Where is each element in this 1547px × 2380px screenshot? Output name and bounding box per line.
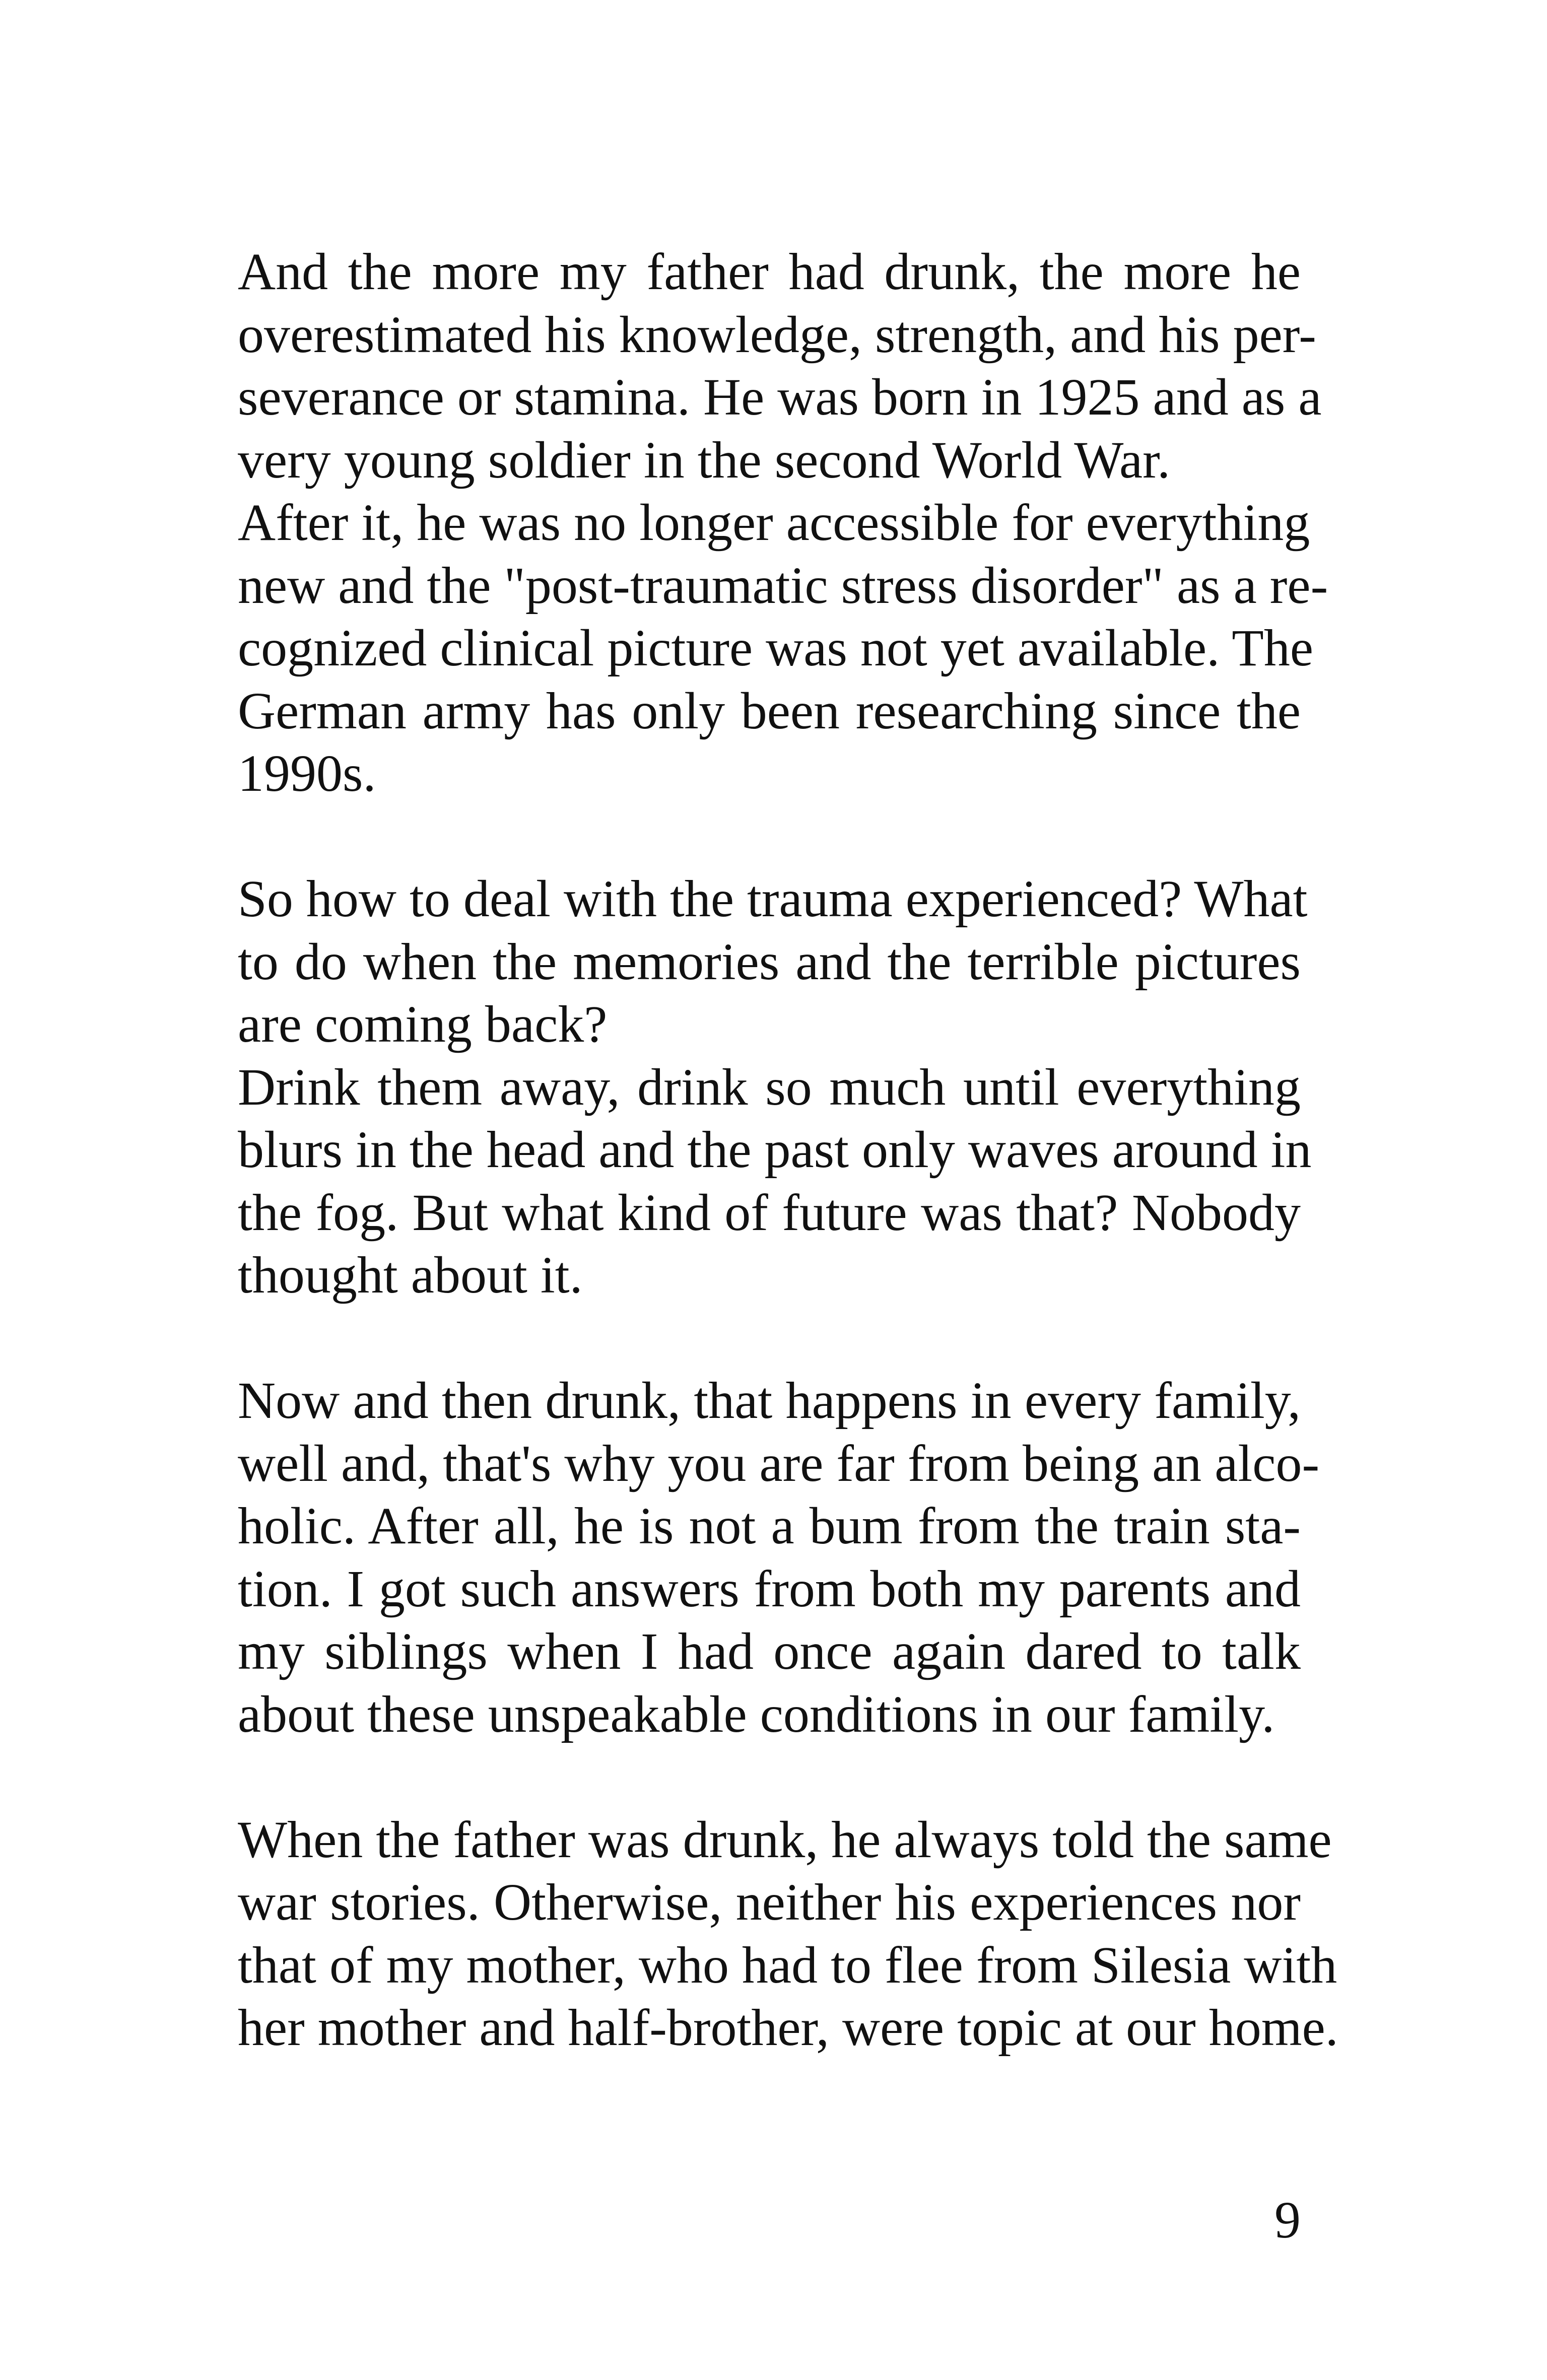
text-line: And the more my father had drunk, the more he bbox=[238, 243, 1301, 301]
text-line: Now and then drunk, that happens in every family, bbox=[238, 1372, 1301, 1430]
text-line: the fog. But what kind of future was that? Nobody bbox=[238, 1183, 1301, 1242]
paragraph-2 bbox=[238, 492, 1328, 805]
paragraph-1 bbox=[238, 241, 1322, 492]
page-number: 9 bbox=[1274, 2191, 1301, 2249]
text-line: about these unspeakable conditions in our family. bbox=[238, 1685, 1275, 1743]
text-line: overestimated his knowledge, strength, and his per- bbox=[238, 305, 1316, 364]
text-line: blurs in the head and the past only waves around in bbox=[238, 1121, 1312, 1179]
text-line: my siblings when I had once again dared to talk bbox=[238, 1622, 1301, 1680]
paragraph-spacer bbox=[238, 1746, 1301, 1809]
text-line: Drink them away, drink so much until everything bbox=[238, 1058, 1301, 1116]
text-line: her mother and half-brother, were topic at our home. bbox=[238, 1999, 1338, 2057]
text-line: holic. After all, he is not a bum from the train sta- bbox=[238, 1497, 1301, 1555]
paragraph-3 bbox=[238, 868, 1308, 1056]
text-line: are coming back? bbox=[238, 995, 608, 1053]
paragraph-5 bbox=[238, 1370, 1320, 1746]
paragraph-spacer bbox=[238, 805, 1301, 868]
text-line: After it, he was no longer accessible for everything bbox=[238, 494, 1310, 552]
text-line: well and, that's why you are far from being an alco- bbox=[238, 1434, 1320, 1492]
text-line: very young soldier in the second World War. bbox=[238, 431, 1171, 489]
text-line: severance or stamina. He was born in 1925 and as a bbox=[238, 368, 1322, 426]
text-line: 1990s. bbox=[238, 744, 376, 802]
paragraph-4 bbox=[238, 1056, 1312, 1307]
body-text bbox=[238, 241, 1338, 2060]
text-line: So how to deal with the trauma experienced? What bbox=[238, 870, 1308, 928]
text-line: thought about it. bbox=[238, 1246, 583, 1304]
text-line: to do when the memories and the terrible pictures bbox=[238, 932, 1301, 991]
text-line: cognized clinical picture was not yet available. The bbox=[238, 619, 1313, 677]
text-line: When the father was drunk, he always told the same bbox=[238, 1810, 1332, 1869]
text-line: new and the "post-traumatic stress disorder" as a re- bbox=[238, 556, 1328, 615]
text-line: war stories. Otherwise, neither his experiences nor bbox=[238, 1873, 1301, 1931]
paragraph-6 bbox=[238, 1809, 1338, 2060]
paragraph-spacer bbox=[238, 1307, 1301, 1370]
text-line: that of my mother, who had to flee from Silesia with bbox=[238, 1936, 1337, 1994]
text-line: tion. I got such answers from both my parents and bbox=[238, 1559, 1301, 1618]
text-line: German army has only been researching since the bbox=[238, 682, 1301, 740]
